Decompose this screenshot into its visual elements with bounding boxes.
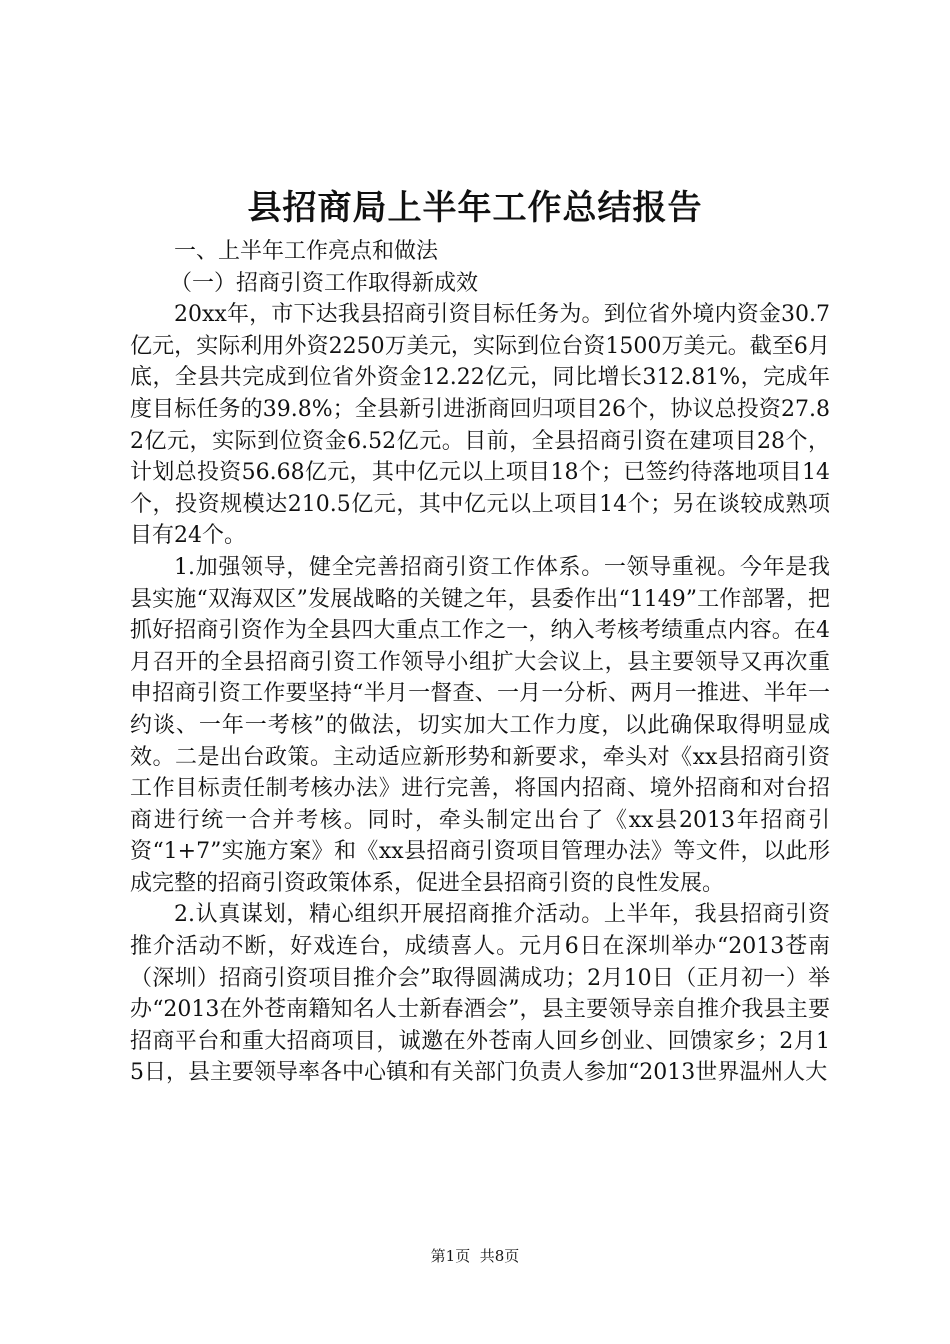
document-body — [130, 236, 830, 1089]
page-footer — [0, 1246, 950, 1266]
section-heading: 一、上半年工作亮点和做法 — [174, 239, 439, 264]
paragraph: 1.加强领导，健全完善招商引资工作体系。一领导重视。今年是我县实施“双海双区”发展战略的关键之年，县委作出“1149”工作部署，把抓好招商引资作为全县四大重点工作之一，纳入考核考绩重点内容。在4月召开的全县招商引资工作领导小组扩大会议上，县主要领导又再次重申招商引资工作要坚持“半月一督查、一月一分析、两月一推进、半年一约谈、一年一考核”的做法，切实加大工作力度，以此确保取得明显成效。二是出台政策。主动适应新形势和新要求，牵头对《xx县招商引资工作目标责任制考核办法》进行完善，将国内招商、境外招商和对台招商进行统一合并考核。同时，牵头制定出台了《xx县2013年招商引资“1+7”实施方案》和《xx县招商引资项目管理办法》等文件，以此形成完整的招商引资政策体系，促进全县招商引资的良性发展。 — [130, 554, 830, 896]
page-number: 第1页 — [430, 1247, 471, 1265]
paragraph: 20xx年，市下达我县招商引资目标任务为。到位省外境内资金30.7亿元，实际利用外资2250万美元，实际到位台资1500万美元。截至6月底，全县共完成到位省外资金12.22亿元，同比增长312.81%，完成年度目标任务的39.8%；全县新引进浙商回归项目26个，协议总投资27.82亿元，实际到位资金6.52亿元。目前，全县招商引资在建项目28个，计划总投资56.68亿元，其中亿元以上项目18个；已签约待落地项目14个，投资规模达210.5亿元，其中亿元以上项目14个；另在谈较成熟项目有24个。 — [130, 302, 830, 549]
page-total: 共8页 — [479, 1247, 520, 1265]
paragraph: 2.认真谋划，精心组织开展招商推介活动。上半年，我县招商引资推介活动不断，好戏连台，成绩喜人。元月6日在深圳举办“2013苍南（深圳）招商引资项目推介会”取得圆满成功；2月10日（正月初一）举办“2013在外苍南籍知名人士新春酒会”，县主要领导亲自推介我县主要招商平台和重大招商项目，诚邀在外苍南人回乡创业、回馈家乡；2月15日，县主要领导率各中心镇和有关部门负责人参加“2013世界温州人大 — [130, 902, 830, 1086]
subsection-heading: （一）招商引资工作取得新成效 — [170, 270, 479, 296]
document-title: 县招商局上半年工作总结报告 — [247, 188, 703, 228]
